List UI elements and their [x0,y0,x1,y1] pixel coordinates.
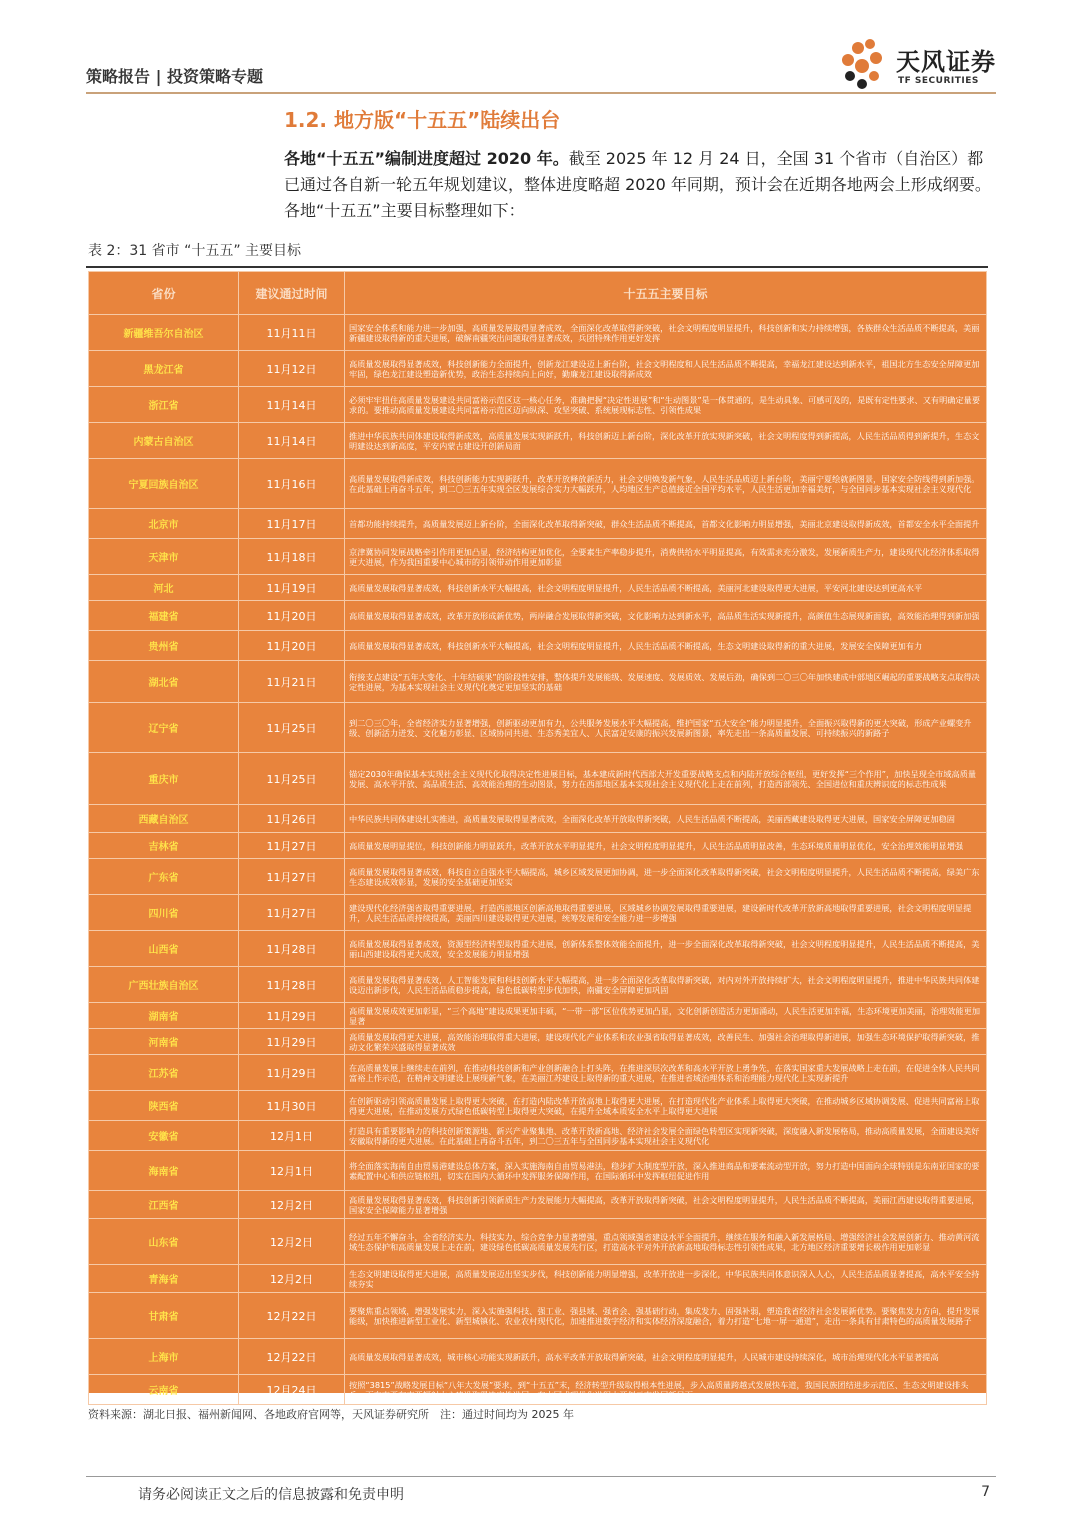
table-row [89,1191,987,1219]
goal-cell: 打造具有重要影响力的科技创新策源地、新兴产业聚集地、改革开放新高地、经济社会发展全面绿色转型区实现新突破，深度融入新发展格局，推动高质量发展，全面建设美好安徽取得新的更大进展。在此基础上再奋斗五年，到二〇三五年与全国同步基本实现社会主义现代化 [345,1121,987,1151]
goal-cell: 要聚焦重点领域，增强发展实力，深入实施强科技、强工业、强县域、强省会、强基础行动，集成发力、固强补弱，塑造我省经济社会发展新优势。要聚焦发力方向，提升发展能级，加快推进新型工业化、新型城镇化、农业农村现代化，加速推进数字经济和实体经济深度融合，着力打造“七地一屏一通道”，走出一条具有甘肃特色的高质量发展路子 [345,1293,987,1339]
goal-cell: 高质量发展成效更加彰显，“三个高地”建设成果更加丰硕，“一带一部”区位优势更加凸显，文化创新创造活力更加涌动，人民生活更加幸福，生态环境更加美丽，治理效能更加显著 [345,1003,987,1029]
logo-chinese-name: 天风证券 [896,48,996,76]
province-cell: 重庆市 [89,753,239,805]
date-cell: 11月29日 [239,1003,345,1029]
table-row [89,351,987,387]
date-cell: 11月16日 [239,459,345,509]
table-row [89,387,987,423]
province-cell: 福建省 [89,601,239,631]
table-row [89,1265,987,1293]
table-caption-divider [86,266,988,268]
date-cell: 11月19日 [239,575,345,601]
table-row [89,1055,987,1091]
goal-cell: 高质量发展取得显著成效，城市核心功能实现新跃升，高水平改革开放取得新突破，社会文明程度明显提升，人民城市建设持续深化，城市治理现代化水平显著提高 [345,1339,987,1375]
province-cell: 黑龙江省 [89,351,239,387]
header-date: 建议通过时间 [239,272,345,315]
province-cell: 海南省 [89,1151,239,1191]
footer-disclaimer: 请务必阅读正文之后的信息披露和免责申明 [138,1487,404,1503]
flower-logo-icon [836,36,894,94]
date-cell: 12月1日 [239,1121,345,1151]
date-cell: 12月2日 [239,1265,345,1293]
date-cell: 11月21日 [239,661,345,703]
date-cell: 12月24日 [239,1375,345,1405]
date-cell: 12月2日 [239,1191,345,1219]
province-cell: 天津市 [89,539,239,575]
province-cell: 北京市 [89,509,239,539]
goal-cell: 在高质量发展上继续走在前列，在推动科技创新和产业创新融合上打头阵，在推进深层次改革和高水平开放上勇争先，在落实国家重大发展战略上走在前，在促进全体人民共同富裕上作示范，在精神文明建设上展现新气象，在美丽江苏建设上取得新的重大进展，在推进省域治理体系和治理能力现代化上实现新提升 [345,1055,987,1091]
table-row [89,833,987,859]
province-cell: 辽宁省 [89,703,239,753]
goal-cell: 锚定2030年确保基本实现社会主义现代化取得决定性进展目标，基本建成新时代西部大开发重要战略支点和内陆开放综合枢纽，更好发挥“三个作用”，加快呈现全市域高质量发展、高水平开放、高品质生活、高效能治理的生动图景，努力在西部地区基本实现社会主义现代化上走在前列，打造西部领先、全国进位和重庆辨识度的标志性成果 [345,753,987,805]
province-cell: 湖南省 [89,1003,239,1029]
date-cell: 11月25日 [239,753,345,805]
province-cell: 河北 [89,575,239,601]
date-cell: 11月20日 [239,601,345,631]
date-cell: 11月26日 [239,805,345,833]
header-province: 省份 [89,272,239,315]
province-cell: 河南省 [89,1029,239,1055]
province-cell: 西藏自治区 [89,805,239,833]
table-row [89,459,987,509]
goal-cell: 建设现代化经济强省取得重要进展，打造西部地区创新高地取得重要进展，区域城乡协调发展取得重要进展，建设新时代改革开放新高地取得重要进展，社会文明程度明显提升，人民生活品质持续提高，美丽四川建设取得更大进展，统筹发展和安全能力进一步增强 [345,895,987,931]
table-row [89,1151,987,1191]
goal-cell: 推进中华民族共同体建设取得新成效，高质量发展实现新跃升，科技创新迈上新台阶，深化改革开放实现新突破，社会文明程度得到新提高，人民生活品质得到新提升，生态文明建设达到新高度，平安内蒙古建设开创新局面 [345,423,987,459]
table-row [89,315,987,351]
province-cell: 甘肃省 [89,1293,239,1339]
table-row [89,1091,987,1121]
goal-cell: 到二〇三〇年，全省经济实力显著增强，创新驱动更加有力，公共服务发展水平大幅提高，维护国家“五大安全”能力明显提升，全面振兴取得新的更大突破，形成产业螺变升级、创新活力迸发、文化魅力彰显、区域协同共进、生态秀美宜人、人民富足安康的振兴发展新图景，率先走出一条高质量发展、可持续振兴的新路子 [345,703,987,753]
goal-cell: 高质量发展取得显著成效，科技创新水平大幅提高，社会文明程度明显提升，人民生活品质不断提高，美丽河北建设取得更大进展，平安河北建设达到更高水平 [345,575,987,601]
goal-cell: 高质量发展明显提位，科技创新能力明显跃升，改革开放水平明显提升，社会文明程度明显提升，人民生活品质明显改善，生态环境质量明显优化，安全治理效能明显增强 [345,833,987,859]
report-category: 策略报告 | 投资策略专题 [86,67,263,86]
province-cell: 吉林省 [89,833,239,859]
intro-body: 截至 2025 年 12 月 24 日，全国 31 个省市（自治区）都已通过各自新一轮五年规划建议，整体进度略超 2020 年同期，预计会在近期各地两会上形成纲要。各地“十五五”主要目标整理如下： [284,149,991,220]
province-cell: 内蒙古自治区 [89,423,239,459]
goal-cell: 高质量发展取得显著成效，科技创新引领新质生产力发展能力大幅提高，改革开放取得新突破，社会文明程度明显提升，人民生活品质不断提高，美丽江西建设取得重要进展，国家安全保障能力显著增强 [345,1191,987,1219]
date-cell: 11月30日 [239,1091,345,1121]
province-cell: 江苏省 [89,1055,239,1091]
province-cell: 云南省 [89,1375,239,1405]
date-cell: 11月28日 [239,931,345,967]
intro-lead: 各地“十五五”编制进度超过 2020 年。 [284,149,569,168]
date-cell: 11月11日 [239,315,345,351]
goal-cell: 高质量发展取得显著成效，资源型经济转型取得重大进展，创新体系整体效能全面提升，进一步全面深化改革取得新突破，社会文明程度明显提升，人民生活品质不断提高，美丽山西建设取得更大成效，安全发展能力明显增强 [345,931,987,967]
logo-english-name: TF SECURITIES [898,76,979,86]
table-row [89,1029,987,1055]
province-cell: 广东省 [89,859,239,895]
goal-cell: 高质量发展取得显著成效，科技创新能力全面提升，创新龙江建设迈上新台阶，社会文明程度和人民生活品质不断提高，幸福龙江建设达到新水平，祖国北方生态安全屏障更加牢固，绿色龙江建设塑造新优势，政治生态持续向上向好，勤廉龙江建设取得新成效 [345,351,987,387]
source-note: 资料来源：湖北日报、福州新闻网、各地政府官网等，天风证券研究所 注：通过时间均为 2025 年 [88,1408,574,1421]
province-cell: 江西省 [89,1191,239,1219]
table-row [89,575,987,601]
table-row [89,1003,987,1029]
date-cell: 11月17日 [239,509,345,539]
date-cell: 11月20日 [239,631,345,661]
table-header-row [89,272,987,315]
province-cell: 山东省 [89,1219,239,1265]
table-row [89,703,987,753]
table-row [89,931,987,967]
company-logo [836,36,996,94]
date-cell: 12月22日 [239,1339,345,1375]
goal-cell: 首都功能持续提升，高质量发展迈上新台阶，全面深化改革取得新突破，群众生活品质不断提高，首都文化影响力明显增强，美丽北京建设取得新成效，首都安全水平全面提升 [345,509,987,539]
date-cell: 11月29日 [239,1055,345,1091]
date-cell: 11月18日 [239,539,345,575]
goals-table-container [88,271,986,1400]
goal-cell: 高质量发展取得更大进展，高效能治理取得重大进展，建设现代化产业体系和农业强省取得显著成效，改善民生、加强社会治理取得新进展，加强生态环境保护取得新突破，推动文化繁荣兴盛取得显著成效 [345,1029,987,1055]
province-cell: 陕西省 [89,1091,239,1121]
date-cell: 11月28日 [239,967,345,1003]
date-cell: 11月12日 [239,351,345,387]
table-body [89,315,987,1405]
date-cell: 12月1日 [239,1151,345,1191]
goal-cell: 中华民族共同体建设扎实推进，高质量发展取得显著成效，全面深化改革开放取得新突破，人民生活品质不断提高，美丽西藏建设取得更大进展，国家安全屏障更加稳固 [345,805,987,833]
goal-cell: 高质量发展取得显著成效，科技自立自强水平大幅提高，城乡区域发展更加协调，进一步全面深化改革取得新突破，社会文明程度明显提升，人民生活品质不断提高，绿美广东生态建设成效彰显，发展的安全基础更加坚实 [345,859,987,895]
date-cell: 11月27日 [239,833,345,859]
table-row [89,661,987,703]
province-cell: 四川省 [89,895,239,931]
table-row [89,1219,987,1265]
page-number: 7 [981,1484,990,1500]
goal-cell: 高质量发展取得显著成效，改革开放形成新优势，两岸融合发展取得新突破，文化影响力达到新水平，高品质生活实现新提升，高颜值生态展现新面貌，高效能治理得到新加强 [345,601,987,631]
intro-paragraph [284,146,996,224]
table-row [89,1375,987,1405]
table-row [89,423,987,459]
province-cell: 青海省 [89,1265,239,1293]
goal-cell: 将全面落实海南自由贸易港建设总体方案，深入实施海南自由贸易港法，稳步扩大制度型开放，深入推进商品和要素流动型开放，努力打造中国面向全球特别是东南亚国家的要素配置中心和供应链枢纽，切实在国内大循环中发挥服务保障作用，在国际循环中发挥枢纽促进作用 [345,1151,987,1191]
table-row [89,509,987,539]
goals-table [88,271,987,1405]
footer-divider [86,1476,996,1477]
table-row [89,967,987,1003]
date-cell: 12月22日 [239,1293,345,1339]
date-cell: 11月25日 [239,703,345,753]
table-row [89,859,987,895]
province-cell: 安徽省 [89,1121,239,1151]
table-row [89,601,987,631]
goal-cell: 衔接支点建设“五年大变化、十年结硕果”的阶段性安排，整体提升发展能级、发展速度、发展质效、发展后劲，确保到二〇三〇年加快建成中部地区崛起的重要战略支点取得决定性进展，为基本实现社会主义现代化奠定更加坚实的基础 [345,661,987,703]
table-row [89,895,987,931]
province-cell: 湖北省 [89,661,239,703]
province-cell: 浙江省 [89,387,239,423]
date-cell: 12月2日 [239,1219,345,1265]
section-title: 1.2. 地方版“十五五”陆续出台 [284,108,561,132]
goal-cell: 按照“3815”战略发展目标“八年大发展”要求，到“十五五”末，经济转型升级取得根本性进展，步入高质量跨越式发展快车道，我国民族团结进步示范区、生态文明建设排头兵、面向南亚东南亚辐射中心建设取得决定性进展，在中国式现代化进程中开创云南发展新局面 [345,1375,987,1405]
table-row [89,805,987,833]
table-row [89,1339,987,1375]
goal-cell: 京津冀协同发展战略牵引作用更加凸显，经济结构更加优化，全要素生产率稳步提升，消费供给水平明显提高，有效需求充分激发，发展新质生产力，建设现代化经济体系取得更大进展，作为我国重要中心城市的引领带动作用更加彰显 [345,539,987,575]
table-row [89,631,987,661]
goal-cell: 高质量发展取得新成效，科技创新能力实现新跃升，改革开放释放新活力，社会文明焕发新气象，人民生活品质迈上新台阶，美丽宁夏绘就新图景，国家安全防线得到新加强。在此基础上再奋斗五年，到二〇三五年实现全区发展综合实力大幅跃升，人均地区生产总值接近全国平均水平，人民生活更加幸福美好，与全国同步基本实现社会主义现代化 [345,459,987,509]
date-cell: 11月14日 [239,423,345,459]
province-cell: 上海市 [89,1339,239,1375]
province-cell: 宁夏回族自治区 [89,459,239,509]
goal-cell: 在创新驱动引领高质量发展上取得更大突破，在打造内陆改革开放高地上取得更大进展，在打造现代化产业体系上取得更大突破，在推动城乡区域协调发展、促进共同富裕上取得更大进展，在推动发展方式绿色低碳转型上取得更大突破，在提升全域本质安全水平上取得更大进展 [345,1091,987,1121]
date-cell: 11月27日 [239,895,345,931]
province-cell: 贵州省 [89,631,239,661]
date-cell: 11月29日 [239,1029,345,1055]
table-row [89,753,987,805]
goal-cell: 高质量发展取得显著成效，科技创新水平大幅提高，社会文明程度明显提升，人民生活品质不断提高，生态文明建设取得新的重大进展，发展安全保障更加有力 [345,631,987,661]
table-caption: 表 2：31 省市 “十五五” 主要目标 [88,243,302,259]
header-goals: 十五五主要目标 [345,272,987,315]
table-row [89,1121,987,1151]
date-cell: 11月27日 [239,859,345,895]
goal-cell: 必须牢牢扭住高质量发展建设共同富裕示范区这一核心任务，准确把握“决定性进展”和“生动图景”是一体贯通的，是生动具象、可感可及的，是既有定性要求、又有明确定量要求的。要推动高质量发展建设共同富裕示范区迈向纵深、攻坚突破、系统展现标志性、引领性成果 [345,387,987,423]
goal-cell: 国家安全体系和能力进一步加强，高质量发展取得显著成效，全面深化改革取得新突破，社会文明程度明显提升，科技创新和实力持续增强，各族群众生活品质不断提高，美丽新疆建设取得新的重大进展，破解南疆突出问题取得显著成效，兵团特殊作用更好发挥 [345,315,987,351]
province-cell: 新疆维吾尔自治区 [89,315,239,351]
province-cell: 广西壮族自治区 [89,967,239,1003]
date-cell: 11月14日 [239,387,345,423]
table-row [89,1293,987,1339]
goal-cell: 高质量发展取得显著成效，人工智能发展和科技创新水平大幅提高，进一步全面深化改革取得新突破，对内对外开放持续扩大，社会文明程度明显提升，推进中华民族共同体建设迈出新步伐，人民生活品质稳步提高，绿色低碳转型步伐加快，南疆安全屏障更加巩固 [345,967,987,1003]
table-row [89,539,987,575]
province-cell: 山西省 [89,931,239,967]
goal-cell: 经过五年不懈奋斗，全省经济实力、科技实力、综合竞争力显著增强，重点领域强省建设水平全面提升，继续在服务和融入新发展格局、增强经济社会发展创新力、推动黄河流域生态保护和高质量发展上走在前，建设绿色低碳高质量发展先行区，打造高水平对外开放新高地取得标志性引领性成果，北方地区经济重要增长极作用更加彰显 [345,1219,987,1265]
goal-cell: 生态文明建设取得更大进展，高质量发展迈出坚实步伐，科技创新能力明显增强，改革开放进一步深化，中华民族共同体意识深入人心，人民生活品质显著提高，高水平安全持续夯实 [345,1265,987,1293]
